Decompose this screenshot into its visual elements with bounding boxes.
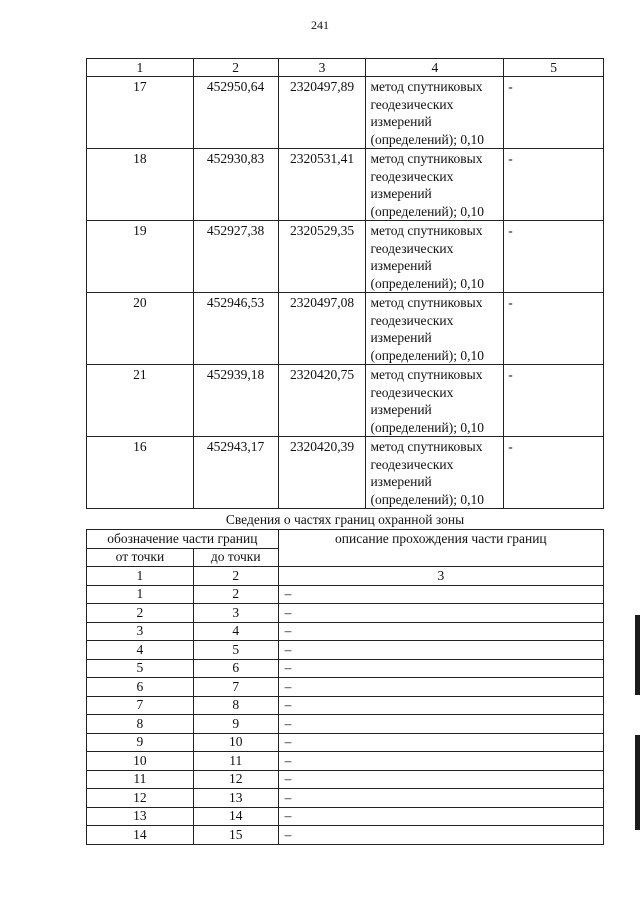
part-description: – (278, 604, 603, 623)
border-part-row (87, 807, 604, 826)
method-line: измерений (370, 114, 432, 129)
from-point: 14 (87, 826, 194, 845)
remark: - (504, 365, 604, 437)
point-number: 18 (87, 149, 194, 221)
to-point: 13 (193, 789, 278, 808)
coordinates-table (86, 58, 604, 509)
border-part-row (87, 696, 604, 715)
from-point: 2 (87, 604, 194, 623)
method-line: измерений (370, 258, 432, 273)
border-part-row (87, 641, 604, 660)
column-number-1: 1 (87, 59, 194, 77)
from-point: 6 (87, 678, 194, 697)
from-point: 5 (87, 659, 194, 678)
determination-method (366, 149, 504, 221)
method-line: метод спутниковых (370, 295, 483, 310)
to-point: 2 (193, 585, 278, 604)
coordinate-row (87, 77, 604, 149)
coordinate-y: 2320531,41 (278, 149, 366, 221)
point-number: 16 (87, 437, 194, 509)
from-point: 10 (87, 752, 194, 771)
coordinate-x: 452939,18 (193, 365, 278, 437)
coordinate-row (87, 221, 604, 293)
header-part-description: описание прохождения части границ (278, 530, 603, 567)
remark: - (504, 437, 604, 509)
point-number: 17 (87, 77, 194, 149)
method-line: геодезических (370, 96, 454, 112)
coordinate-row (87, 365, 604, 437)
method-line: (определений); 0,10 (370, 131, 484, 147)
from-point: 13 (87, 807, 194, 826)
determination-method (366, 77, 504, 149)
border-part-row (87, 770, 604, 789)
from-point: 1 (87, 585, 194, 604)
column-number-5: 5 (504, 59, 604, 77)
part-description: – (278, 752, 603, 771)
column-number-3: 3 (278, 59, 366, 77)
remark: - (504, 221, 604, 293)
method-line: (определений); 0,10 (370, 419, 484, 435)
to-point: 8 (193, 696, 278, 715)
coordinate-row (87, 149, 604, 221)
method-line: измерений (370, 402, 432, 417)
method-line: метод спутниковых (370, 151, 483, 166)
border-part-row (87, 604, 604, 623)
remark: - (504, 149, 604, 221)
border-part-row (87, 715, 604, 734)
to-point: 15 (193, 826, 278, 845)
part-description: – (278, 678, 603, 697)
to-point: 4 (193, 622, 278, 641)
part-description: – (278, 641, 603, 660)
border-part-row (87, 622, 604, 641)
to-point: 10 (193, 733, 278, 752)
scan-edge-shadow (635, 615, 640, 695)
coordinate-row (87, 293, 604, 365)
method-line: геодезических (370, 168, 454, 184)
parts-column-number-1: 1 (87, 567, 194, 586)
determination-method (366, 365, 504, 437)
coordinate-y: 2320497,08 (278, 293, 366, 365)
coordinate-y: 2320497,89 (278, 77, 366, 149)
from-point: 9 (87, 733, 194, 752)
coordinate-y: 2320420,39 (278, 437, 366, 509)
header-part-designation: обозначение части границ (87, 530, 279, 549)
coordinate-x: 452946,53 (193, 293, 278, 365)
point-number: 20 (87, 293, 194, 365)
to-point: 11 (193, 752, 278, 771)
coordinate-x: 452930,83 (193, 149, 278, 221)
method-line: (определений); 0,10 (370, 203, 484, 219)
from-point: 8 (87, 715, 194, 734)
part-description: – (278, 585, 603, 604)
method-line: (определений); 0,10 (370, 275, 484, 291)
method-line: метод спутниковых (370, 79, 483, 94)
border-part-row (87, 789, 604, 808)
column-number-2: 2 (193, 59, 278, 77)
method-line: измерений (370, 474, 432, 489)
to-point: 7 (193, 678, 278, 697)
to-point: 5 (193, 641, 278, 660)
method-line: метод спутниковых (370, 367, 483, 382)
determination-method (366, 293, 504, 365)
method-line: метод спутниковых (370, 439, 483, 454)
remark: - (504, 293, 604, 365)
coordinate-x: 452950,64 (193, 77, 278, 149)
to-point: 12 (193, 770, 278, 789)
point-number: 19 (87, 221, 194, 293)
page-number: 241 (311, 18, 329, 32)
coordinate-y: 2320420,75 (278, 365, 366, 437)
section-caption: Сведения о частях границ охранной зоны (225, 512, 465, 527)
header-to-point: до точки (193, 548, 278, 567)
point-number: 21 (87, 365, 194, 437)
border-part-row (87, 826, 604, 845)
border-parts-table (86, 529, 604, 845)
border-part-row (87, 585, 604, 604)
determination-method (366, 437, 504, 509)
from-point: 4 (87, 641, 194, 660)
remark: - (504, 77, 604, 149)
method-line: измерений (370, 186, 432, 201)
method-line: геодезических (370, 312, 454, 328)
method-line: (определений); 0,10 (370, 491, 484, 507)
to-point: 9 (193, 715, 278, 734)
method-line: измерений (370, 330, 432, 345)
part-description: – (278, 659, 603, 678)
to-point: 14 (193, 807, 278, 826)
method-line: геодезических (370, 456, 454, 472)
coordinate-x: 452927,38 (193, 221, 278, 293)
border-part-row (87, 678, 604, 697)
part-description: – (278, 826, 603, 845)
part-description: – (278, 696, 603, 715)
border-parts-body (87, 585, 604, 844)
coordinate-x: 452943,17 (193, 437, 278, 509)
from-point: 12 (87, 789, 194, 808)
to-point: 3 (193, 604, 278, 623)
part-description: – (278, 733, 603, 752)
coordinates-header-row (87, 59, 604, 77)
to-point: 6 (193, 659, 278, 678)
from-point: 3 (87, 622, 194, 641)
method-line: геодезических (370, 384, 454, 400)
part-description: – (278, 715, 603, 734)
coordinate-y: 2320529,35 (278, 221, 366, 293)
part-description: – (278, 622, 603, 641)
border-part-row (87, 733, 604, 752)
method-line: метод спутниковых (370, 223, 483, 238)
column-number-4: 4 (366, 59, 504, 77)
method-line: (определений); 0,10 (370, 347, 484, 363)
scan-edge-shadow (635, 735, 640, 830)
coordinate-row (87, 437, 604, 509)
part-description: – (278, 807, 603, 826)
from-point: 11 (87, 770, 194, 789)
border-part-row (87, 659, 604, 678)
method-line: геодезических (370, 240, 454, 256)
header-from-point: от точки (87, 548, 194, 567)
parts-column-number-2: 2 (193, 567, 278, 586)
part-description: – (278, 789, 603, 808)
from-point: 7 (87, 696, 194, 715)
border-part-row (87, 752, 604, 771)
coordinates-body (87, 77, 604, 509)
part-description: – (278, 770, 603, 789)
determination-method (366, 221, 504, 293)
parts-column-number-3: 3 (278, 567, 603, 586)
